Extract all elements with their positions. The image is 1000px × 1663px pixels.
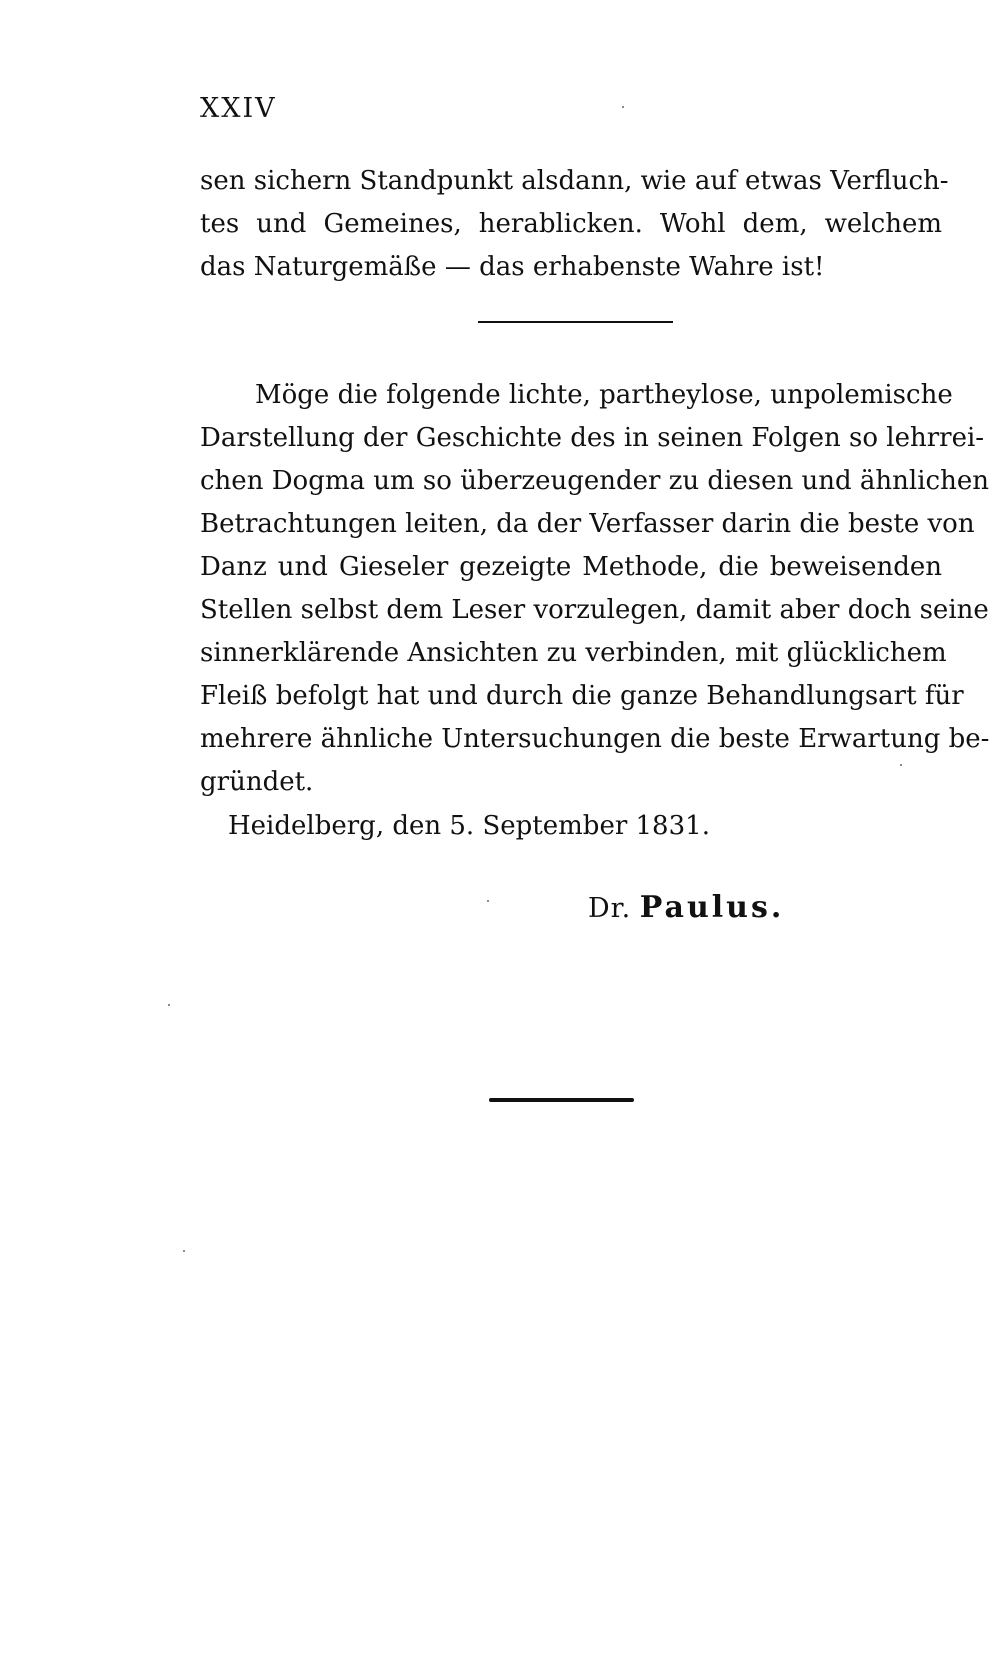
text-line: sen sichern Standpunkt alsdann, wie auf etwas Verfluch-	[200, 166, 949, 196]
text-line: Fleiß befolgt hat und durch die ganze Behandlungsart für	[200, 681, 964, 711]
paper-speck	[487, 900, 489, 902]
signature-title: Dr.	[588, 893, 632, 924]
paper-speck	[622, 106, 624, 108]
text-line: Danz und Gieseler gezeigte Methode, die beweisenden	[200, 552, 942, 582]
page-number: XXIV	[200, 93, 277, 124]
paper-speck	[168, 1004, 170, 1006]
text-line: gründet.	[200, 767, 314, 797]
text-line: sinnerklärende Ansichten zu verbinden, mit glücklichem	[200, 638, 947, 668]
text-line: das Naturgemäße — das erhabenste Wahre ist!	[200, 252, 825, 282]
top-paragraph	[200, 160, 949, 289]
paper-speck	[183, 1250, 185, 1252]
text-line: mehrere ähnliche Untersuchungen die beste Erwartung be-	[200, 724, 990, 754]
text-line: Möge die folgende lichte, partheylose, unpolemische	[255, 380, 953, 410]
signature	[588, 890, 784, 925]
text-line: tes und Gemeines, herablicken. Wohl dem, welchem	[200, 209, 942, 239]
section-divider	[478, 321, 673, 323]
text-line: Stellen selbst dem Leser vorzulegen, damit aber doch seine	[200, 595, 989, 625]
dateline: Heidelberg, den 5. September 1831.	[228, 811, 710, 841]
text-line: Darstellung der Geschichte des in seinen Folgen so lehrrei-	[200, 423, 985, 453]
text-line: chen Dogma um so überzeugender zu diesen und ähnlichen	[200, 466, 989, 496]
main-paragraph	[200, 374, 990, 804]
signature-name: Paulus.	[639, 890, 785, 925]
closing-rule	[489, 1098, 634, 1102]
text-line: Betrachtungen leiten, da der Verfasser darin die beste von	[200, 509, 975, 539]
paper-speck	[900, 764, 902, 766]
